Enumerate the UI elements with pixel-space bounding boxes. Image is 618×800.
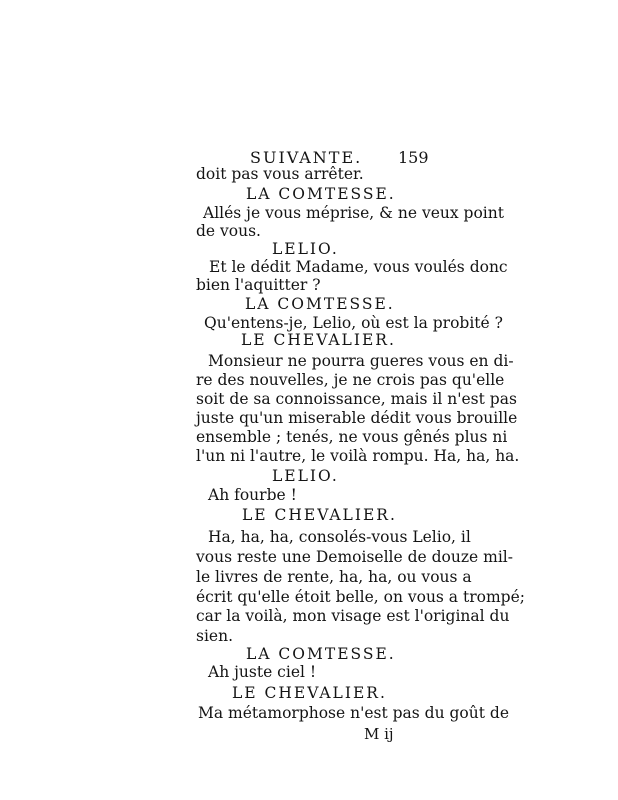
text-line: juste qu'un miserable dédit vous brouille xyxy=(196,409,518,427)
speaker-name: LELIO. xyxy=(272,240,339,258)
signature-mark: M ij xyxy=(364,725,394,743)
speaker-name: LELIO. xyxy=(272,467,339,485)
text-line: car la voilà, mon visage est l'original du xyxy=(196,607,510,625)
speaker-name: LA COMTESSE. xyxy=(245,295,395,313)
text-line: Ah juste ciel ! xyxy=(208,663,317,681)
text-line: Qu'entens-je, Lelio, où est la probité ? xyxy=(204,314,503,332)
text-line: doit pas vous arrêter. xyxy=(196,165,364,183)
text-line: bien l'aquitter ? xyxy=(196,276,321,294)
text-line: le livres de rente, ha, ha, ou vous a xyxy=(196,568,472,586)
speaker-name: LE CHEVALIER. xyxy=(242,506,397,524)
text-line: sien. xyxy=(196,627,233,645)
speaker-name: LE CHEVALIER. xyxy=(232,684,387,702)
running-title: SUIVANTE. xyxy=(250,148,363,167)
speaker-name: LA COMTESSE. xyxy=(246,185,396,203)
text-line: l'un ni l'autre, le voilà rompu. Ha, ha, ha. xyxy=(196,447,520,465)
text-line: Allés je vous méprise, & ne veux point xyxy=(203,204,504,222)
text-line: ensemble ; tenés, ne vous gênés plus ni xyxy=(196,428,508,446)
text-line: Ah fourbe ! xyxy=(208,486,297,504)
text-line: de vous. xyxy=(196,222,261,240)
text-line: vous reste une Demoiselle de douze mil- xyxy=(196,548,513,566)
text-line: Ma métamorphose n'est pas du goût de xyxy=(198,704,509,722)
speaker-name: LA COMTESSE. xyxy=(246,645,396,663)
text-line: soit de sa connoissance, mais il n'est pas xyxy=(196,390,517,408)
text-line: re des nouvelles, je ne crois pas qu'elle xyxy=(196,371,505,389)
text-line: Ha, ha, ha, consolés-vous Lelio, il xyxy=(208,528,471,546)
page-number: 159 xyxy=(398,148,429,167)
text-line: Monsieur ne pourra gueres vous en di- xyxy=(208,352,514,370)
text-line: Et le dédit Madame, vous voulés donc xyxy=(209,258,508,276)
speaker-name: LE CHEVALIER. xyxy=(241,331,396,349)
text-line: écrit qu'elle étoit belle, on vous a trompé; xyxy=(196,588,525,606)
